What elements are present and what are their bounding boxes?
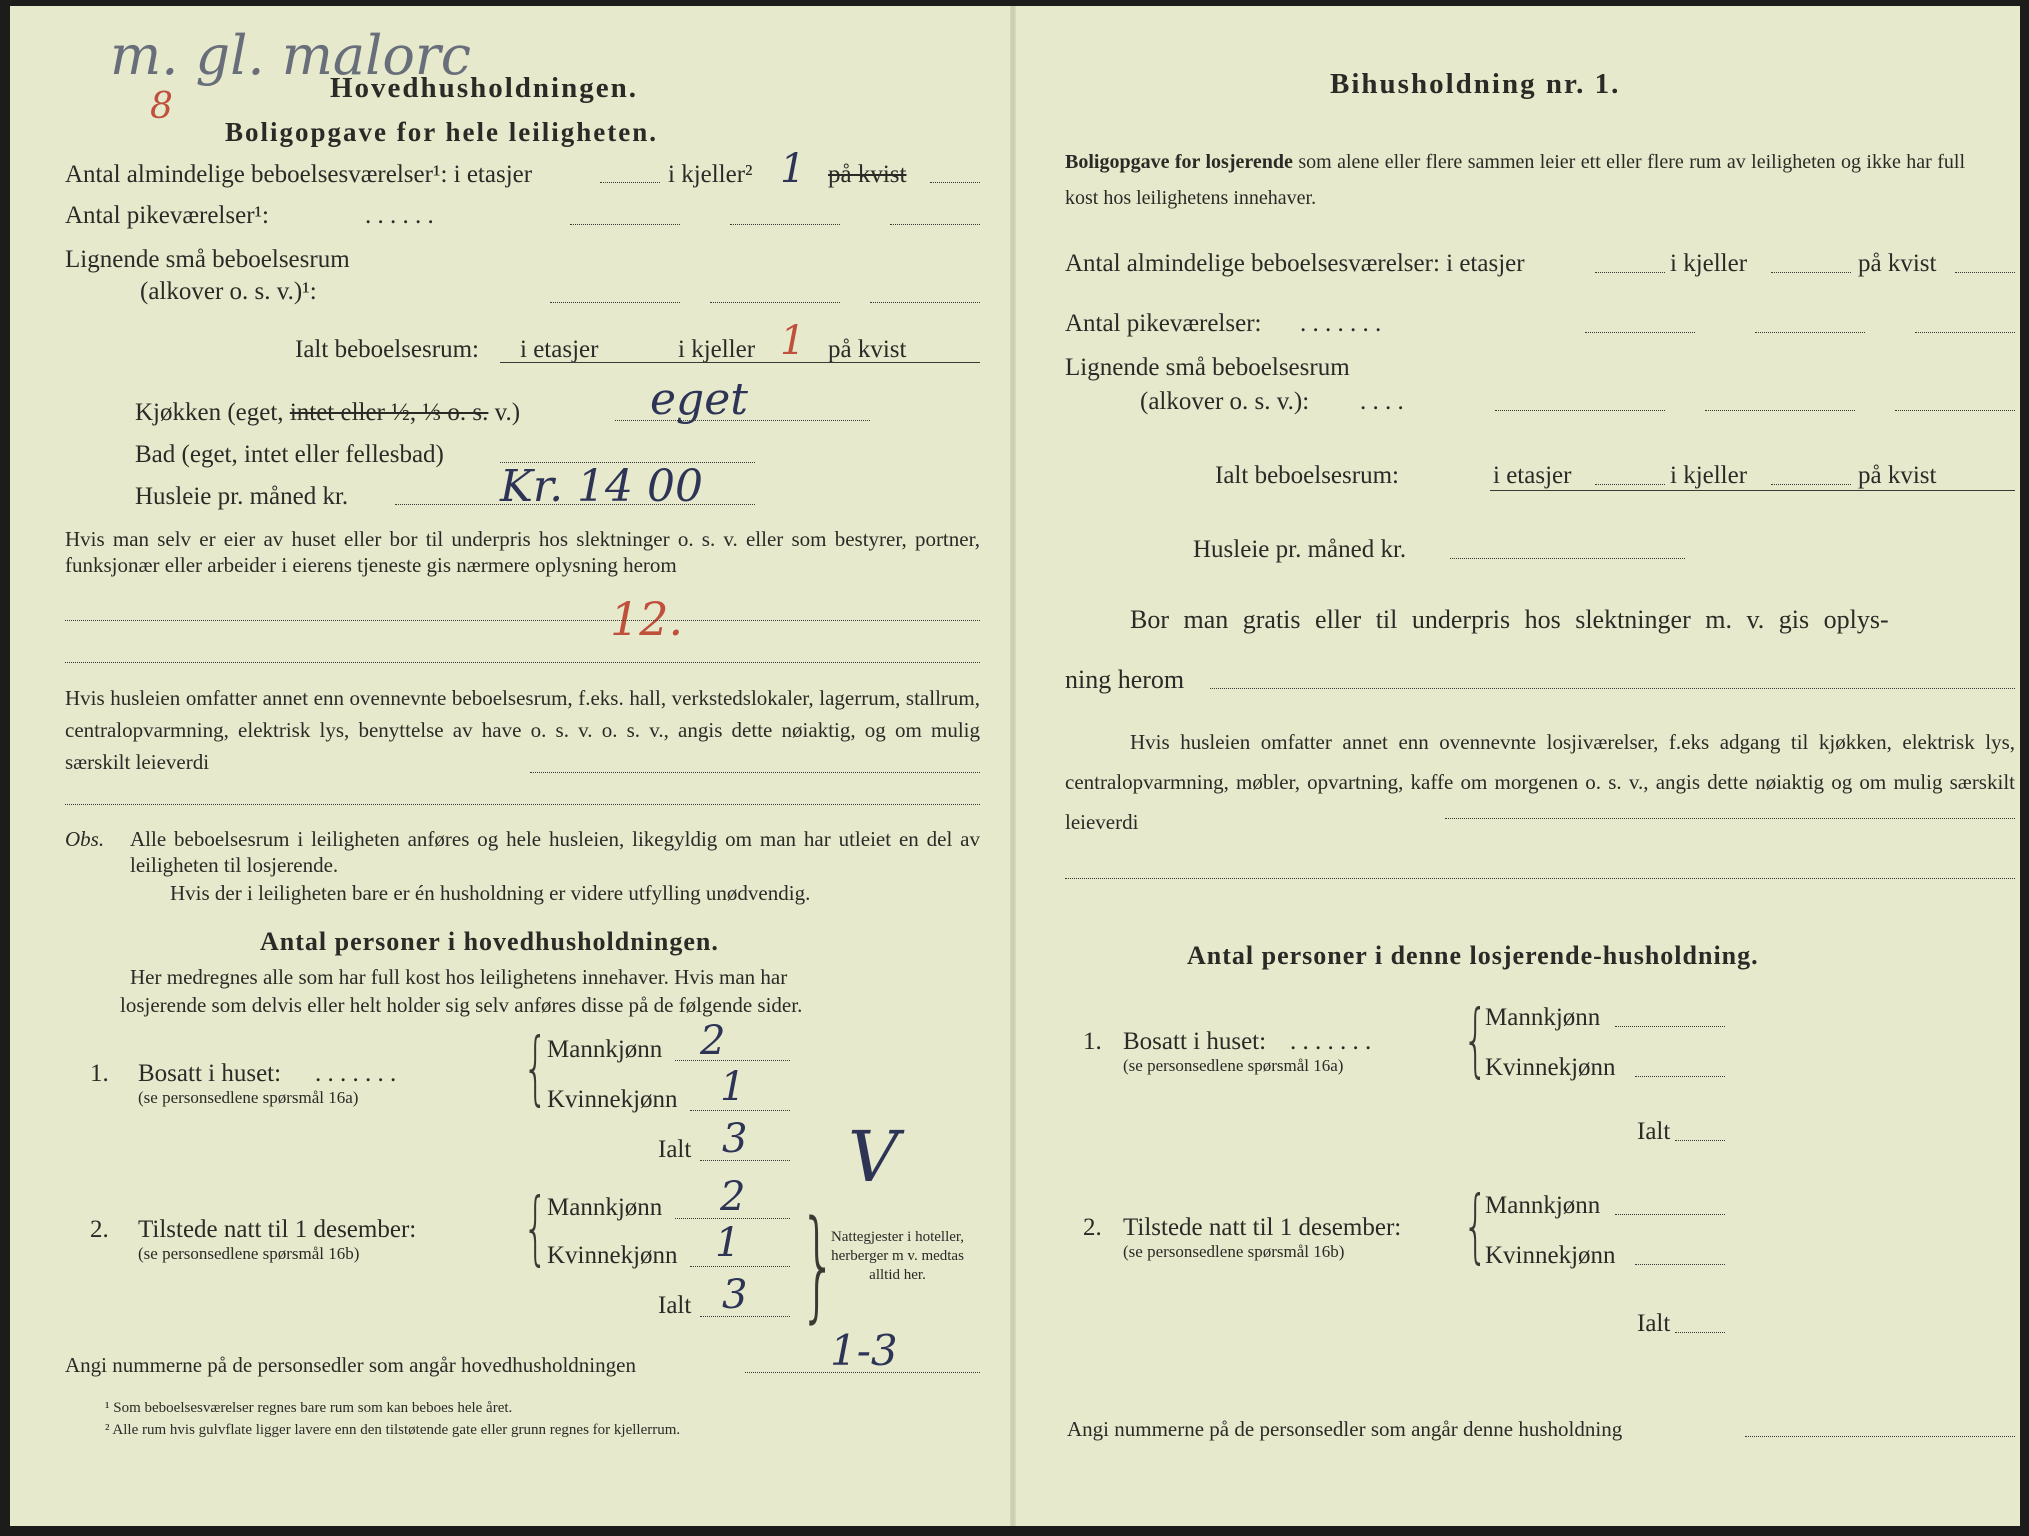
- q2-mann-label: Mannkjønn: [547, 1194, 663, 1221]
- persons-text-1: Her medregnes alle som har full kost hos leilighetens innehaver. Hvis man har: [130, 965, 788, 989]
- q1-label: Bosatt i huset:: [138, 1060, 282, 1087]
- field-gratis[interactable]: [1210, 688, 2015, 689]
- label-kvist: på kvist: [828, 161, 907, 188]
- field-lignende-2[interactable]: [710, 302, 840, 303]
- gratis-text: Bor man gratis eller til underpris hos slektninger m. v. gis oplys-: [1130, 605, 1889, 634]
- label-bad: Bad (eget, intet eller fellesbad): [135, 441, 444, 468]
- field-kjokken[interactable]: [615, 420, 870, 421]
- value-husleie: Kr. 14 00: [500, 461, 704, 512]
- q2-ialt-field-r[interactable]: [1675, 1332, 1725, 1333]
- angi-label-r: Angi nummerne på de personsedler som angår denne husholdning: [1067, 1417, 1623, 1441]
- field-pike-3[interactable]: [890, 224, 980, 225]
- field-omfatter-r-2[interactable]: [1065, 878, 2015, 879]
- label-lignende-r-1: Lignende små beboelsesrum: [1065, 354, 1350, 381]
- q2-kvinne-label-r: Kvinnekjønn: [1485, 1242, 1616, 1269]
- q1-dots: . . . . . . .: [315, 1060, 397, 1087]
- q2-kvinne-label: Kvinnekjønn: [547, 1242, 678, 1269]
- gratis-text-2: ning herom: [1065, 665, 1185, 694]
- dots-lignende-r: . . . .: [1360, 388, 1404, 415]
- ialt-underline-r: [1490, 490, 2015, 491]
- label-pike-r: Antal pikeværelser:: [1065, 310, 1262, 337]
- field-ialt-kjeller-r[interactable]: [1771, 484, 1851, 485]
- check-mark: V: [848, 1116, 899, 1198]
- q1-dots-r: . . . . . . .: [1290, 1028, 1372, 1055]
- field-eier-1[interactable]: [65, 620, 980, 621]
- q2-mann-label-r: Mannkjønn: [1485, 1192, 1601, 1219]
- q1-kvinne-label-r: Kvinnekjønn: [1485, 1054, 1616, 1081]
- footnote-2: ² Alle rum hvis gulvflate ligger lavere enn den tilstøtende gate eller grunn regnes for kjellerrum.: [105, 1422, 681, 1438]
- value-kjokken: eget: [650, 374, 748, 425]
- obs-text-2: Hvis der i leiligheten bare er én husholdning er videre utfylling unødvendig.: [170, 881, 811, 905]
- field-lignende-1[interactable]: [550, 302, 680, 303]
- persons-title-r: Antal personer i denne losjerende-husholdning.: [1187, 941, 1759, 970]
- label-husleie: Husleie pr. måned kr.: [135, 483, 349, 510]
- q1-mann-field-r[interactable]: [1615, 1026, 1725, 1027]
- dots-pike: . . . . . .: [365, 202, 434, 229]
- persons-text-2: losjerende som delvis eller helt holder sig selv anføres disse på de følgende sider.: [120, 993, 803, 1017]
- angi-field-r[interactable]: [1745, 1436, 2015, 1437]
- label-kjokken: Kjøkken (eget, intet eller ½, ⅓ o. s. v.): [135, 399, 521, 426]
- angi-value: 1-3: [830, 1326, 898, 1375]
- footnote-1: ¹ Som beboelsesværelser regnes bare rum som kan beboes hele året.: [105, 1400, 513, 1416]
- q1-sub-r: (se personsedlene spørsmål 16a): [1123, 1056, 1344, 1075]
- field-kjeller-r[interactable]: [1771, 272, 1851, 273]
- q2-ialt-field[interactable]: [700, 1316, 790, 1317]
- label-ialt-r: Ialt beboelsesrum:: [1215, 462, 1399, 489]
- q2-mann-value: 2: [720, 1174, 746, 1220]
- field-pike-1[interactable]: [570, 224, 680, 225]
- label-ialt-beboelsesrum: Ialt beboelsesrum:: [295, 336, 479, 363]
- label-husleie-r: Husleie pr. måned kr.: [1193, 536, 1407, 563]
- label-ialt-etasjer: i etasjer: [520, 336, 599, 363]
- label-almindelige-r: Antal almindelige beboelsesværelser: i etasjer: [1065, 250, 1525, 277]
- q2-sub: (se personsedlene spørsmål 16b): [138, 1244, 360, 1263]
- eier-text: Hvis man selv er eier av huset eller bor til underpris hos slektninger o. s. v. eller som bestyrer, portner, funksjonær eller arbeider i eierens tjeneste gis nærmere oplysning herom: [65, 527, 980, 577]
- q1-kvinne-field[interactable]: [690, 1110, 790, 1111]
- field-pike-r-2[interactable]: [1755, 332, 1865, 333]
- field-omfatter-2[interactable]: [65, 804, 980, 805]
- field-lignende-3[interactable]: [870, 302, 980, 303]
- omfatter-text-r: Hvis husleien omfatter annet enn ovennevnte losjiværelser, f.eks adgang til kjøkken, elektrisk lys, centralopvarmning, møbler, opvartning, kaffe om morgenen o. s. v., angis dette nøiaktig og om mulig særskilt leieverdi: [1065, 730, 2015, 834]
- q2-ialt-value: 3: [722, 1272, 748, 1318]
- label-ialt-kvist-r: på kvist: [1858, 462, 1937, 489]
- field-lignende-r-3[interactable]: [1895, 410, 2015, 411]
- q2-kvinne-field[interactable]: [690, 1266, 790, 1267]
- q2-number-r: 2.: [1083, 1214, 1102, 1241]
- field-kvist-r[interactable]: [1955, 272, 2015, 273]
- q2-ialt-label: Ialt: [658, 1292, 692, 1319]
- label-ialt-kvist: på kvist: [828, 336, 907, 363]
- label-kvist-r: på kvist: [1858, 250, 1937, 277]
- q1-kvinne-label: Kvinnekjønn: [547, 1086, 678, 1113]
- field-lignende-r-2[interactable]: [1705, 410, 1855, 411]
- obs-text: Alle beboelsesrum i leiligheten anføres og hele husleien, likegyldig om man har utleiet en del av leiligheten til losjerende.: [130, 827, 980, 877]
- q1-ialt-field[interactable]: [700, 1160, 790, 1161]
- q1-number: 1.: [90, 1060, 109, 1087]
- label-kjeller-r: i kjeller: [1670, 250, 1748, 277]
- q1-mann-field[interactable]: [675, 1060, 790, 1061]
- field-pike-r-3[interactable]: [1915, 332, 2015, 333]
- q2-mann-field[interactable]: [675, 1218, 790, 1219]
- q1-brace-r: {: [1462, 993, 1489, 1086]
- field-husleie-r[interactable]: [1450, 558, 1685, 559]
- label-ialt-kjeller: i kjeller: [678, 336, 756, 363]
- field-kvist[interactable]: [930, 182, 980, 183]
- field-husleie[interactable]: [395, 504, 755, 505]
- value-eier: 12.: [610, 592, 684, 646]
- q2-brace-r: {: [1462, 1179, 1489, 1272]
- q2-brace: {: [522, 1181, 549, 1274]
- q2-label: Tilstede natt til 1 desember:: [138, 1216, 417, 1243]
- field-eier-2[interactable]: [65, 662, 980, 663]
- field-pike-2[interactable]: [730, 224, 840, 225]
- label-lignende-r-2: (alkover o. s. v.):: [1140, 388, 1310, 415]
- persons-title: Antal personer i hovedhusholdningen.: [260, 927, 719, 956]
- ialt-underline: [500, 362, 980, 363]
- label-ialt-kjeller-r: i kjeller: [1670, 462, 1748, 489]
- q2-mann-field-r[interactable]: [1615, 1214, 1725, 1215]
- census-form-sheet: [10, 6, 2020, 1526]
- q1-sub: (se personsedlene spørsmål 16a): [138, 1088, 359, 1107]
- q2-label-r: Tilstede natt til 1 desember:: [1123, 1214, 1402, 1241]
- field-lignende-r-1[interactable]: [1495, 410, 1665, 411]
- q2-sub-r: (se personsedlene spørsmål 16b): [1123, 1242, 1345, 1261]
- field-omfatter-r-1[interactable]: [1445, 818, 2015, 819]
- label-lignende-2: (alkover o. s. v.)¹:: [140, 278, 317, 305]
- value-ialt-kjeller: 1: [780, 318, 806, 364]
- angi-label: Angi nummerne på de personsedler som angår hovedhusholdningen: [65, 1353, 636, 1377]
- q1-kvinne-value: 1: [720, 1064, 746, 1110]
- intro-bold: Boligopgave for losjerende: [1065, 151, 1293, 173]
- q1-mann-label-r: Mannkjønn: [1485, 1004, 1601, 1031]
- label-kjeller: i kjeller²: [668, 161, 753, 188]
- label-almindelige: Antal almindelige beboelsesværelser¹: i etasjer: [65, 161, 533, 188]
- q1-number-r: 1.: [1083, 1028, 1102, 1055]
- q1-ialt-field-r[interactable]: [1675, 1140, 1725, 1141]
- label-ialt-etasjer-r: i etasjer: [1493, 462, 1572, 489]
- q1-label-r: Bosatt i huset:: [1123, 1028, 1267, 1055]
- q1-brace: {: [522, 1021, 549, 1114]
- field-etasjer-r[interactable]: [1595, 272, 1665, 273]
- field-pike-r-1[interactable]: [1585, 332, 1695, 333]
- label-lignende-1: Lignende små beboelsesrum: [65, 246, 350, 273]
- main-household-page: [10, 6, 1015, 1526]
- q1-mann-label: Mannkjønn: [547, 1036, 663, 1063]
- dots-pike-r: . . . . . . .: [1300, 310, 1382, 337]
- q2-ialt-label-r: Ialt: [1637, 1310, 1671, 1337]
- q2-kvinne-field-r[interactable]: [1635, 1264, 1725, 1265]
- label-pikevaerelser: Antal pikeværelser¹:: [65, 202, 269, 229]
- page-title-right: Bihusholdning nr. 1.: [1330, 68, 1621, 100]
- q1-ialt-label-r: Ialt: [1637, 1118, 1671, 1145]
- obs-label: Obs.: [65, 827, 105, 851]
- q1-ialt-value: 3: [722, 1116, 748, 1162]
- q1-ialt-label: Ialt: [658, 1136, 692, 1163]
- q1-mann-value: 2: [700, 1018, 726, 1064]
- q1-kvinne-field-r[interactable]: [1635, 1076, 1725, 1077]
- value-kjeller: 1: [780, 146, 806, 192]
- intro-text: Boligopgave for losjerende som alene eller flere sammen leier ett eller flere rum av leiligheten og ikke har full kost hos leilighetens innehaver.: [1065, 151, 1966, 209]
- q2-number: 2.: [90, 1216, 109, 1243]
- q2-kvinne-value: 1: [715, 1220, 741, 1266]
- omfatter-text: Hvis husleien omfatter annet enn ovennevnte beboelsesrum, f.eks. hall, verkstedslokaler, lagerrum, stallrum, centralopvarmning, elektrisk lys, benyttelse av have o. s. v. o. s. v., angis dette nøiaktig, og om mulig særskilt leieverdi: [65, 686, 980, 774]
- corner-number: 8: [150, 86, 173, 127]
- page-subtitle: Boligopgave for hele leiligheten.: [225, 117, 658, 147]
- field-omfatter-1[interactable]: [530, 772, 980, 773]
- field-ialt-etasjer-r[interactable]: [1595, 484, 1665, 485]
- field-etasjer[interactable]: [600, 182, 660, 183]
- q2-closing-brace: }: [799, 1196, 838, 1335]
- nattegjester-note: Nattegjester i hoteller, herberger m v. medtas alltid her.: [830, 1229, 965, 1283]
- page-title: Hovedhusholdningen.: [330, 72, 638, 104]
- sub-household-page: [1015, 6, 2020, 1526]
- header-handwriting: m. gl. malorc: [110, 24, 471, 87]
